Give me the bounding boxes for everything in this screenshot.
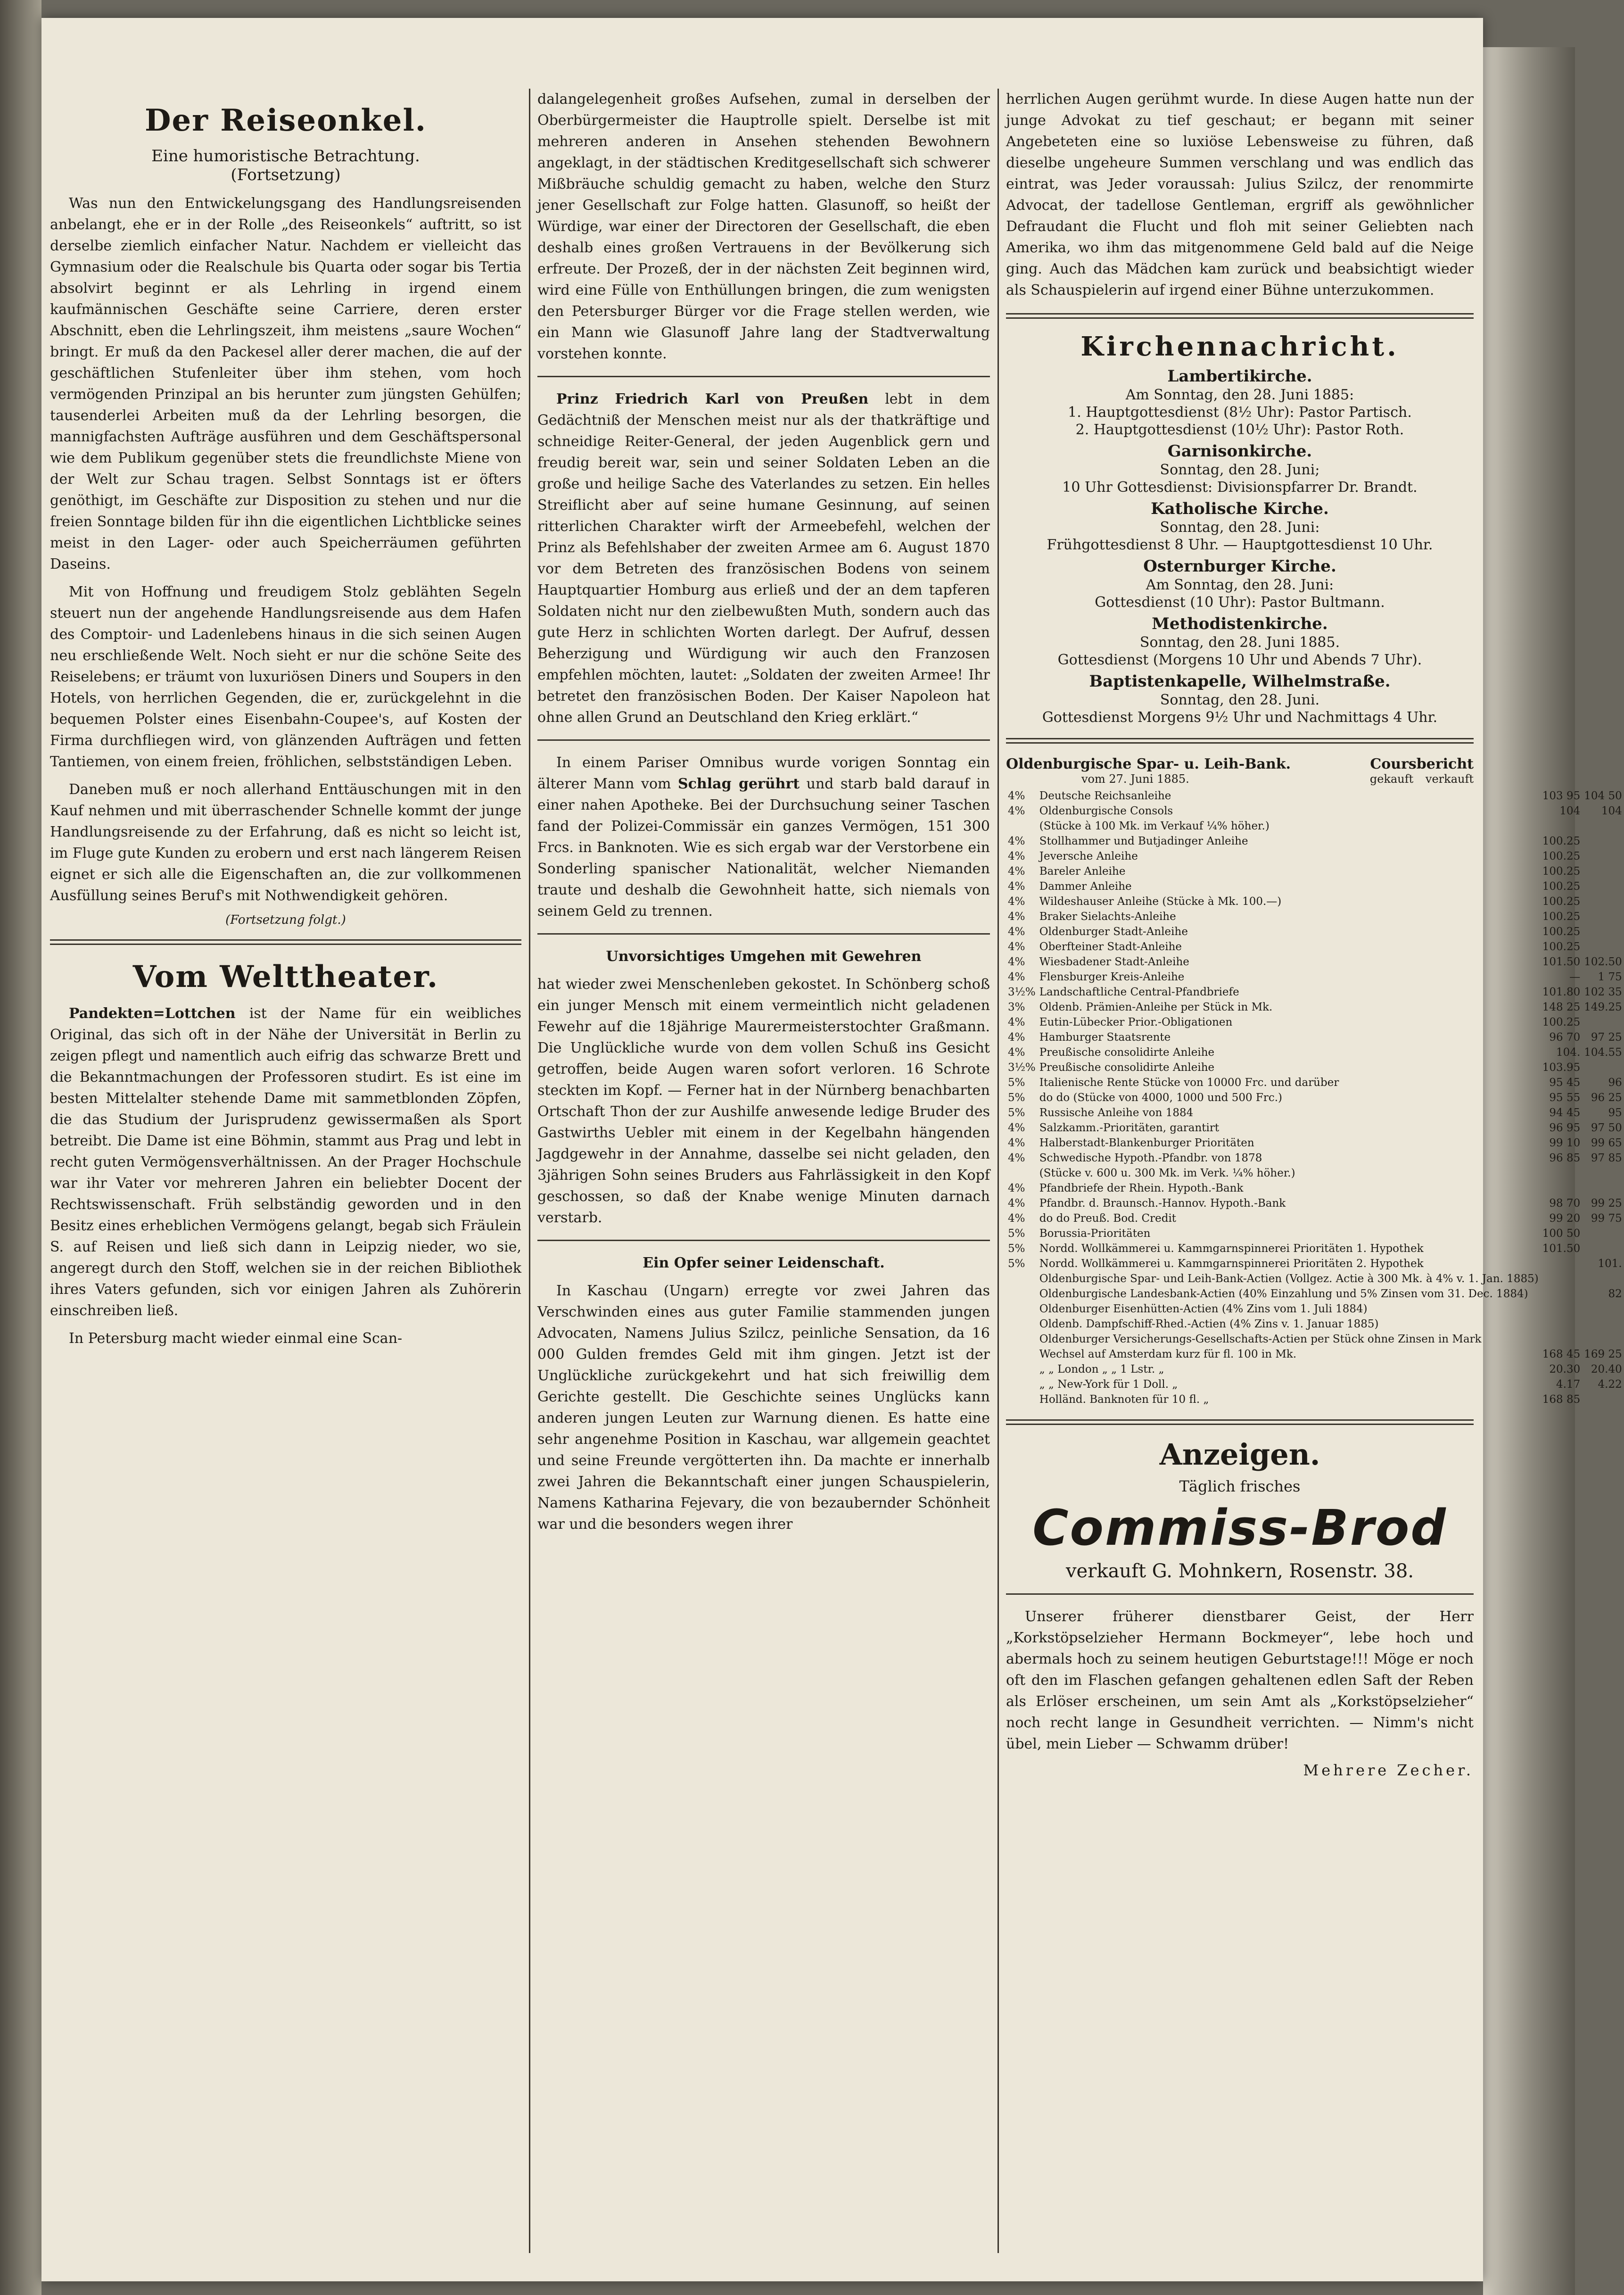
stock-name: Oldenburgische Landesbank-Actien (40% Einzahlung und 5% Zinsen vom 31. Dec. 1884) (1039, 1288, 1528, 1300)
stock-sold: 104.55 (1584, 1046, 1622, 1059)
stock-sold (1582, 1060, 1624, 1075)
ads-title: Anzeigen. (1159, 1437, 1320, 1472)
stock-rate: 4% (1008, 805, 1025, 817)
stock-row (1006, 1392, 1624, 1407)
stock-sold: 97 85 (1591, 1152, 1622, 1164)
stock-name: Nordd. Wollkämmerei u. Kammgarnspinnerei Prioritäten 1. Hypothek (1039, 1243, 1424, 1255)
stock-sold (1582, 1301, 1624, 1317)
stock-bought: 96 95 (1549, 1122, 1581, 1134)
stock-name: (Stücke à 100 Mk. im Verkauf ¼% höher.) (1039, 820, 1270, 832)
stock-sold: 104 (1601, 805, 1622, 817)
stock-bought: 103.95 (1542, 1061, 1581, 1074)
stock-name: Oberfteiner Stadt-Anleihe (1039, 941, 1182, 953)
column-rule (529, 89, 530, 2253)
stock-name: Bareler Anleihe (1039, 865, 1126, 878)
stock-rate: 4% (1008, 850, 1025, 862)
article-paragraph: dalangelegenheit großes Aufsehen, zumal in derselben der Oberbürgermeister die Hauptrolle spielt. Derselbe ist mit mehreren anderen in Ansehen stehenden Bewohnern angeklagt, in der städtischen Kreditgesellschaft sich schwerer Mißbräuche schuldig gemacht zu haben, welche den Sturz jener Gesellschaft zur Folge hatten. Glasunoff, so heißt der Würdige, war einer der Directoren der Gesellschaft, die eben deshalb eines großen Vertrauens in der Bevölkerung sich erfreute. Der Prozeß, der in der nächsten Zeit beginnen wird, wird eine Fülle von Enthüllungen bringen, die zum wenigsten den Petersburger Bürger vor die Frage stellen werden, wie ein Mann wie Glasunoff Jahre lang der Stadtverwaltung vorstehen konnte. (537, 91, 990, 362)
stock-report-title-right: Coursbericht (1370, 756, 1474, 772)
stock-bought (1541, 1332, 1582, 1347)
stock-row (1006, 1317, 1624, 1332)
stock-name: Landschaftliche Central-Pfandbriefe (1039, 986, 1239, 998)
stock-name: Nordd. Wollkämmerei u. Kammgarnspinnerei Prioritäten 2. Hypothek (1039, 1258, 1424, 1270)
stock-rate: 4% (1008, 1016, 1025, 1028)
stock-rate (1006, 1347, 1038, 1362)
stock-name: Hamburger Staatsrente (1039, 1031, 1171, 1044)
stock-rate: 5% (1008, 1077, 1025, 1089)
stock-row (1006, 1090, 1624, 1105)
stock-sold (1582, 1181, 1624, 1196)
to-be-continued: (Fortsetzung folgt.) (225, 913, 346, 927)
stock-row (1006, 1301, 1624, 1317)
article-divider (537, 933, 990, 935)
stock-bought: 100.25 (1542, 880, 1581, 893)
section-divider (1006, 313, 1474, 319)
col-head-sold: verkauft (1425, 772, 1474, 786)
stock-sold (1582, 909, 1624, 924)
stock-name: Borussia-Prioritäten (1039, 1227, 1151, 1240)
stock-rate (1006, 819, 1038, 834)
stock-bought: 94 45 (1549, 1107, 1581, 1119)
ad-divider (1006, 1593, 1474, 1595)
stock-sold: 99 65 (1591, 1137, 1622, 1149)
stock-sold (1582, 1241, 1624, 1256)
stock-row (1006, 1015, 1624, 1030)
stock-name: „ „ New-York für 1 Doll. „ (1039, 1378, 1178, 1391)
stock-row (1006, 1362, 1624, 1377)
stock-name: Jeversche Anleihe (1039, 850, 1138, 862)
stock-name: Wildeshauser Anleihe (Stücke à Mk. 100.—) (1039, 895, 1282, 908)
stock-name: „ „ London „ „ 1 Lstr. „ (1039, 1363, 1164, 1375)
stock-bought: 100 50 (1542, 1227, 1581, 1240)
stock-sold: 101. (1598, 1258, 1622, 1270)
stock-name: Schwedische Hypoth.-Pfandbr. von 1878 (1039, 1152, 1262, 1164)
book-binding (0, 0, 41, 2295)
stock-rate: 5% (1008, 1107, 1025, 1119)
stock-rate: 4% (1008, 1212, 1025, 1225)
stock-row (1006, 788, 1624, 804)
stock-row (1006, 834, 1624, 849)
stock-row (1006, 1166, 1624, 1181)
stock-row (1006, 1211, 1624, 1226)
stock-bought (1541, 1181, 1582, 1196)
stock-sold (1582, 1317, 1624, 1332)
stock-name: Wechsel auf Amsterdam kurz für fl. 100 in Mk. (1039, 1348, 1297, 1360)
stock-bought: 20.30 (1549, 1363, 1581, 1375)
stock-row (1006, 1347, 1624, 1362)
stock-row (1006, 1181, 1624, 1196)
article-paragraph: In Kaschau (Ungarn) erregte vor zwei Jahren das Verschwinden eines aus guter Familie stammenden jungen Advocaten, Namens Julius Szilcz, peinliche Sensation, da 16 000 Gulden fremdes Geld mit ihm gingen. Jetzt ist der Unglückliche zurückgekehrt und hat sich freiwillig dem Gerichte gestellt. Die Geschichte seines Unglücks kann anderen jungen Leuten zur Warnung dienen. Es hatte eine sehr angenehme Position in Kaschau, war allgemein geachtet und seine Freunde vergötterten ihn. Da machte er innerhalb zwei Jahren die Bekanntschaft einer jungen Schauspielerin, Namens Katharina Fejevary, die von bezaubernder Schönheit war und die besonders wegen ihrer (537, 1283, 990, 1533)
stock-rate: 4% (1008, 1182, 1025, 1194)
church-notices-title: Kirchennachricht. (1080, 331, 1399, 362)
church-name: Garnisonkirche. (1167, 442, 1312, 461)
stock-row (1006, 849, 1624, 864)
church-line: Gottesdienst (10 Uhr): Pastor Bultmann. (1095, 594, 1385, 611)
stock-sold: 102 35 (1584, 986, 1622, 998)
stock-bought: 96 85 (1549, 1152, 1581, 1164)
church-block (1006, 442, 1474, 496)
stock-report-header (1006, 756, 1474, 772)
stock-bought: 100.25 (1542, 911, 1581, 923)
stock-sold (1582, 924, 1624, 939)
church-line: Am Sonntag, den 28. Juni: (1146, 577, 1334, 593)
stock-sold: 96 (1608, 1077, 1622, 1089)
column-3 (1006, 89, 1622, 2262)
stock-row (1006, 1000, 1624, 1015)
stock-rate (1006, 1332, 1038, 1347)
stock-row (1006, 1120, 1624, 1135)
stock-name: Oldenburger Stadt-Anleihe (1039, 926, 1188, 938)
stock-rate: 4% (1008, 1137, 1025, 1149)
stock-sold: 97 25 (1591, 1031, 1622, 1044)
stock-rate: 4% (1008, 1122, 1025, 1134)
stock-bought: 101.80 (1542, 986, 1581, 998)
stock-sold: 95 (1608, 1107, 1622, 1119)
church-block (1006, 499, 1474, 553)
church-line: Gottesdienst (Morgens 10 Uhr und Abends 7 Uhr). (1057, 652, 1422, 668)
section-divider (1006, 738, 1474, 744)
stock-bought: 104 (1559, 805, 1581, 817)
stock-row (1006, 1151, 1624, 1166)
ad-line: Täglich frisches (1179, 1477, 1301, 1495)
stock-row (1006, 894, 1624, 909)
stock-name: do do Preuß. Bod. Credit (1039, 1212, 1177, 1225)
stock-row (1006, 1256, 1624, 1271)
stock-bought: 100.25 (1542, 865, 1581, 878)
stock-row (1006, 1105, 1624, 1120)
stock-rate: 4% (1008, 911, 1025, 923)
stock-rate (1006, 1286, 1038, 1301)
stock-name: Preußische consolidirte Anleihe (1039, 1061, 1215, 1074)
church-line: Sonntag, den 28. Juni; (1160, 462, 1320, 478)
stock-rate: 4% (1008, 895, 1025, 908)
stock-sold (1582, 1166, 1624, 1181)
church-name: Lambertikirche. (1167, 367, 1312, 386)
stock-row (1006, 939, 1624, 954)
stock-sold: 102.50 (1584, 956, 1622, 968)
stock-rate: 5% (1008, 1092, 1025, 1104)
church-block (1006, 367, 1474, 438)
stock-bought: 100.25 (1542, 835, 1581, 847)
stock-row (1006, 1075, 1624, 1090)
stock-row (1006, 1377, 1624, 1392)
article-divider (537, 739, 990, 741)
stock-sold: 96 25 (1591, 1092, 1622, 1104)
article-heading: Ein Opfer seiner Leidenschaft. (643, 1255, 885, 1271)
church-line: 2. Hauptgottesdienst (10½ Uhr): Pastor Roth. (1075, 422, 1404, 438)
stock-sold (1582, 894, 1624, 909)
article-paragraph (537, 752, 990, 922)
stock-rate: 3½% (1008, 986, 1036, 998)
stock-report (1006, 756, 1622, 1407)
stock-bought: 95 55 (1549, 1092, 1581, 1104)
stock-rate: 5% (1008, 1258, 1025, 1270)
stock-bought: — (1569, 971, 1581, 983)
stock-sold: 97 50 (1591, 1122, 1622, 1134)
article-text: lebt in dem Gedächtniß der Menschen meist nur als der thatkräftige und schneidige Reiter-General, der jeden Augenblick gern und freudig bereit war, sein und seiner Soldaten Leben an die große und heilige Sache des Vaterlandes zu setzen. Ein helles Streiflicht aber auf seine humane Gesinnung, auf seinen ritterlichen Charakter wirft der Armeebefehl, welchen der Prinz als Befehlshaber der zweiten Armee am 6. August 1870 vor dem Betreten des französischen Bodens von seinem Hauptquartier Homburg aus erließ und der an dem tapferen Soldaten nicht nur den zielbewußten Muth, sondern auch das gute Herz in schlichten Worten darlegt. Der Aufruf, dessen Beherzigung und Würdigung wir auch den Franzosen empfehlen möchten, lautet: „Soldaten der zweiten Armee! Ihr betretet den französischen Boden. Der Kaiser Napoleon hat ohne allen Grund an Deutschland den Krieg erklärt.“ (537, 391, 990, 726)
stock-name: Holländ. Banknoten für 10 fl. „ (1039, 1393, 1209, 1406)
church-block (1006, 614, 1474, 668)
church-name: Osternburger Kirche. (1143, 557, 1336, 576)
article-paragraph: herrlichen Augen gerühmt wurde. In diese Augen hatte nun der junge Advokat zu tief geschaut; er begann mit seiner Angebeteten eine so luxiöse Lebensweise zu führen, daß dieselbe ungeheure Summen verschlang und was endlich das eintrat, was Jeder voraussah: Julius Szilcz, der renommirte Advocat, der tadellose Gentleman, ergriff als gewöhnlicher Defraudant die Flucht und floh mit seiner Geliebten nach Amerika, wo ihm das mitgenommene Geld bald auf die Neige ging. Auch das Mädchen kam zurück und beabsichtigt wieder als Schauspielerin auf irgend einer Bühne unterzukommen. (1006, 91, 1474, 298)
stock-sold (1582, 834, 1624, 849)
ad-text: Unserer früherer dienstbarer Geist, der Herr „Korkstöpselzieher Hermann Bockmeyer“, lebe hoch und abermals hoch zu seinem heutigen Geburtstage!!! Möge er noch oft den im Flaschen gefangen gehaltenen edlen Saft der Reben als Erlöser erscheinen, um sein Amt als „Korkstöpselzieher“ noch recht lange in Gesundheit verrichten. — Nimm's nicht übel, mein Lieber — Schwamm drüber! (1006, 1608, 1474, 1752)
stock-report-title: Oldenburgische Spar- u. Leih-Bank. (1006, 756, 1291, 772)
stock-name: Stollhammer und Butjadinger Anleihe (1039, 835, 1248, 847)
stock-rate: 4% (1008, 790, 1025, 802)
stock-rate: 4% (1008, 941, 1025, 953)
stock-rate (1006, 1377, 1038, 1392)
stock-sold (1582, 1015, 1624, 1030)
stock-sold: 169 25 (1584, 1348, 1622, 1360)
stock-row (1006, 1226, 1624, 1241)
stock-bought: 100.25 (1542, 850, 1581, 862)
article-paragraph: In Petersburg macht wieder einmal eine Scan- (69, 1330, 403, 1347)
stock-sold: 4.22 (1598, 1378, 1622, 1391)
stock-row (1006, 819, 1624, 834)
stock-rate: 5% (1008, 1243, 1025, 1255)
stock-sold (1582, 1392, 1624, 1407)
stock-name: Oldenburger Eisenhütten-Actien (4% Zins vom 1. Juli 1884) (1039, 1303, 1368, 1315)
stock-bought (1541, 1317, 1582, 1332)
stock-name: Oldenb. Dampfschiff-Rhed.-Actien (4% Zins v. 1. Januar 1885) (1039, 1318, 1379, 1330)
article-heading: Unvorsichtiges Umgehen mit Gewehren (606, 948, 922, 965)
stock-bought: 100.25 (1542, 926, 1581, 938)
article-paragraph: Was nun den Entwickelungsgang des Handlungsreisenden anbelangt, ehe er in der Rolle „des Reiseonkels“ auftritt, so ist derselbe ziemlich einfacher Natur. Nachdem er vielleicht das Gymnasium oder die Realschule bis Quarta oder sogar bis Tertia absolvirt beginnt er als Lehrling in irgend einem kaufmännischen Geschäfte seine Carriere, deren erster Abschnitt, eben die Lehrlingszeit, ihm meistens „saure Wochen“ bringt. Er muß da den Packesel aller derer machen, die auf der geschäftlichen Stufenleiter über ihm stehen, vom hoch vermögenden Prinzipal an bis herunter zum jüngsten Gehülfen; tausenderlei Arbeiten muß da der Lehrling besorgen, die mannigfachsten Aufträge ausführen und dem Geschäftspersonal wie dem Publikum gegenüber stets die freundlichste Miene von der Welt zur Schau tragen. Selbst Sonntags ist er öfters genöthigt, im Geschäfte zur Disposition zu stehen und nur die freien Sonntage bilden für ihn die eigentlichen Lichtblicke seines meist in den Lager- oder auch Speicherräumen geführten Daseins. (50, 195, 521, 572)
stock-rate: 3% (1008, 1001, 1025, 1013)
church-line: Sonntag, den 28. Juni. (1160, 692, 1320, 708)
stock-rate: 4% (1008, 1152, 1025, 1164)
stock-row (1006, 1060, 1624, 1075)
stock-bought: 99 20 (1549, 1212, 1581, 1225)
article-paragraph: hat wieder zwei Menschenleben gekostet. In Schönberg schoß ein junger Mensch mit einem vermeintlich nicht geladenen Fewehr auf die 18jährige Maurermeisterstochter Graßmann. Die Unglückliche wurde von dem vollen Schuß ins Gesicht getroffen, beide Augen waren sofort verloren. 16 Schrote steckten im Kopf. — Ferner hat in der Nürnberg benachbarten Ortschaft Thon der zur Aushilfe anwesende ledige Bruder des Gastwirths Uebler mit einem in der Kegelbahn hängenden Jagdgewehr in der Annahme, dasselbe sei nicht geladen, den 3jährigen Sohn seines Bruders aus Fahrlässigkeit in den Kopf geschossen, so daß der Knabe wenige Minuten darnach verstarb. (537, 976, 990, 1226)
section-divider (50, 939, 521, 945)
stock-name: Flensburger Kreis-Anleihe (1039, 971, 1185, 983)
stock-sold: 82 (1608, 1288, 1622, 1300)
church-line: Am Sonntag, den 28. Juni 1885: (1125, 387, 1354, 403)
church-name: Baptistenkapelle, Wilhelmstraße. (1089, 672, 1391, 691)
stock-rate (1006, 1271, 1038, 1286)
stock-name: Eutin-Lübecker Prior.-Obligationen (1039, 1016, 1233, 1028)
stock-rate: 4% (1008, 971, 1025, 983)
stock-bought: 168 45 (1542, 1348, 1581, 1360)
column-rule (997, 89, 999, 2253)
stock-bought: 96 70 (1549, 1031, 1581, 1044)
stock-report-columns (1370, 772, 1474, 786)
stock-row (1006, 1332, 1624, 1347)
stock-report-subheader (1006, 772, 1474, 786)
stock-rate: 3½% (1008, 1061, 1036, 1074)
article-paragraph: Mit von Hoffnung und freudigem Stolz geblähten Segeln steuert nun der angehende Handlungsreisende aus dem Hafen des Comptoir- und Ladenlebens hinaus in die sich seinen Augen neu erschließende Welt. Noch sieht er nur die schöne Seite des Reiselebens; er träumt von luxuriösen Diners und Soupers in den Hotels, von herrlichen Gegenden, die er, zurückgelehnt in die bequemen Polster eines Eisenbahn-Coupee's, auf Kosten der Firma durchfliegen wird, von glänzenden Aufträgen und fetten Tantiemen, von einem freien, fröhlichen, selbstständigen Leben. (50, 584, 521, 770)
stock-sold: 1 75 (1598, 971, 1622, 983)
church-line: 10 Uhr Gottesdienst: Divisionspfarrer Dr. Brandt. (1062, 479, 1418, 496)
stock-name: Oldenb. Prämien-Anleihe per Stück in Mk. (1039, 1001, 1273, 1013)
stock-bought: 95 45 (1549, 1077, 1581, 1089)
stock-row (1006, 864, 1624, 879)
stock-bought: 99 10 (1549, 1137, 1581, 1149)
stock-bought: 100.25 (1542, 1016, 1581, 1028)
stock-name: Deutsche Reichsanleihe (1039, 790, 1171, 802)
church-line: 1. Hauptgottesdienst (8½ Uhr): Pastor Partisch. (1068, 404, 1412, 421)
stock-bought: 98 70 (1549, 1197, 1581, 1210)
stock-name: Oldenburgische Consols (1039, 805, 1173, 817)
section-divider (1006, 1419, 1474, 1425)
article-paragraph (537, 389, 990, 728)
stock-name: Pfandbriefe der Rhein. Hypoth.-Bank (1039, 1182, 1244, 1194)
stock-sold (1582, 1226, 1624, 1241)
stock-row (1006, 1241, 1624, 1256)
article-lead: Pandekten=Lottchen (69, 1005, 236, 1022)
stock-sold (1582, 1271, 1624, 1286)
stock-sold: 20.40 (1591, 1363, 1622, 1375)
stock-row (1006, 1271, 1624, 1286)
stock-rate: 4% (1008, 880, 1025, 893)
stock-bought: 100.25 (1542, 895, 1581, 908)
stock-name: do do (Stücke von 4000, 1000 und 500 Frc.) (1039, 1092, 1283, 1104)
stock-name: Braker Sielachts-Anleihe (1039, 911, 1176, 923)
church-line: Sonntag, den 28. Juni: (1160, 519, 1320, 536)
stock-name: Pfandbr. d. Braunsch.-Hannov. Hypoth.-Bank (1039, 1197, 1286, 1210)
stock-rate: 4% (1008, 1197, 1025, 1210)
stock-name: Oldenburgische Spar- und Leih-Bank-Actien (Vollgez. Actie à 300 Mk. à 4% v. 1. Jan. 1885) (1039, 1273, 1539, 1285)
church-notices (1006, 331, 1474, 726)
church-line: Gottesdienst Morgens 9½ Uhr und Nachmittags 4 Uhr. (1042, 709, 1438, 726)
advertisements (1006, 1437, 1474, 1779)
ad-signature: Mehrere Zecher. (1303, 1761, 1474, 1779)
article-divider (537, 376, 990, 377)
article-paragraph (50, 1003, 521, 1321)
church-name: Katholische Kirche. (1151, 499, 1329, 518)
stock-bought: 101.50 (1542, 956, 1581, 968)
stock-name: Salzkamm.-Prioritäten, garantirt (1039, 1122, 1220, 1134)
stock-rate (1006, 1317, 1038, 1332)
stock-sold (1582, 864, 1624, 879)
article-lead: Schlag gerührt (677, 776, 800, 792)
stock-rate (1006, 1362, 1038, 1377)
church-name: Methodistenkirche. (1152, 614, 1328, 633)
newspaper-page (41, 18, 1622, 2281)
column-1 (50, 89, 521, 2262)
article-text: In einem Pariser Omnibus wurde vorigen Sonntag ein älterer Mann vom (537, 754, 990, 792)
stock-row (1006, 1135, 1624, 1151)
stock-sold: 99 75 (1591, 1212, 1622, 1225)
stock-table (1006, 788, 1624, 1407)
article-text: ist der Name für ein weibliches Original, das sich oft in der Nähe der Universität in Berlin zu zeigen pflegt und namentlich auch eifrig das schwarze Brett und die Bekanntmachungen der Professoren studirt. Es ist eine im besten Mittelalter stehende Dame mit sammetblonden Zöpfen, die das Studium der Jurisprudenz gewissermaßen als Sport betreibt. Die Dame ist eine Böhmin, stammt aus Prag und lebt in recht guten Vermögensverhältnissen. An der Prager Hochschule war ihr Vater vor mehreren Jahren ein beliebter Docent der Rechtswissenschaft. Früh selbständig geworden und in den Besitz eines erheblichen Vermögens gelangt, begab sich Fräulein S. auf Reisen und ließ sich dann in Leipzig nieder, wo sie, angeregt durch den Stoff, welchen sie in der reichen Bibliothek ihres Vaters gefunden, sich vor einigen Jahren als Zuhörerin einschreiben ließ. (50, 1005, 521, 1319)
article-continuation-note: (Fortsetzung) (231, 166, 341, 184)
stock-rate: 4% (1008, 926, 1025, 938)
ad-product-name: Commiss-Brod (1032, 1499, 1447, 1557)
stock-bought: 4.17 (1556, 1378, 1581, 1391)
stock-bought: 101.50 (1542, 1243, 1581, 1255)
stock-row (1006, 1045, 1624, 1060)
stock-bought: 168 85 (1542, 1393, 1581, 1406)
stock-bought (1541, 1301, 1582, 1317)
article-paragraph: Daneben muß er noch allerhand Enttäuschungen mit in den Kauf nehmen und mit überraschender Schnelle kommt der junge Handlungsreisende zu der Erfahrung, daß es nicht so leicht ist, im Fluge gute Kunden zu erobern und erst nach längerem Reisen eignet er sich alle die Eigenschaften an, die zur vollkommenen Ausfüllung seines Beruf's mit Nothwendigkeit gehören. (50, 781, 521, 904)
stock-rate (1006, 1392, 1038, 1407)
stock-name: Preußische consolidirte Anleihe (1039, 1046, 1215, 1059)
section-title-welttheater: Vom Welttheater. (132, 959, 439, 994)
col-head-bought: gekauft (1369, 772, 1414, 786)
article-text: und starb bald darauf in einer nahen Apotheke. Bei der Durchsuchung seiner Taschen fand der Polizei-Commissär ein ganzes Vermögen, 151 300 Frcs. in Banknoten. Wie es sich ergab war der Verstorbene ein Sonderling spanischer Nationalität, welcher Niemanden traute und deshalb die Gewohnheit hatte, sich niemals von seinem Geld zu trennen. (537, 776, 990, 920)
stock-rate: 4% (1008, 1031, 1025, 1044)
stock-sold (1582, 1332, 1624, 1347)
stock-row (1006, 954, 1624, 969)
stock-bought: 148 25 (1542, 1001, 1581, 1013)
church-block (1006, 672, 1474, 726)
article-divider (537, 1240, 990, 1241)
article-subtitle: Eine humoristische Betrachtung. (151, 147, 420, 166)
stock-bought: 104. (1556, 1046, 1581, 1059)
stock-name: (Stücke v. 600 u. 300 Mk. im Verk. ¼% höher.) (1039, 1167, 1295, 1179)
stock-name: Italienische Rente Stücke von 10000 Frc. und darüber (1039, 1077, 1339, 1089)
article-lead: Prinz Friedrich Karl von Preußen (556, 391, 869, 407)
stock-row (1006, 924, 1624, 939)
stock-rate (1006, 1301, 1038, 1317)
stock-row (1006, 879, 1624, 894)
stock-sold (1582, 939, 1624, 954)
stock-row (1006, 804, 1624, 819)
stock-row (1006, 909, 1624, 924)
stock-bought (1541, 1286, 1582, 1301)
stock-bought (1541, 819, 1582, 834)
stock-sold: 149.25 (1584, 1001, 1622, 1013)
stock-report-date: vom 27. Juni 1885. (1081, 772, 1189, 786)
stock-sold: 99 25 (1591, 1197, 1622, 1210)
stock-bought (1541, 1271, 1582, 1286)
stock-rate: 4% (1008, 956, 1025, 968)
column-2 (537, 89, 990, 2262)
stock-rate: 5% (1008, 1227, 1025, 1240)
article-title-reiseonkel: Der Reiseonkel. (144, 103, 427, 138)
stock-rate: 4% (1008, 835, 1025, 847)
stock-rate (1006, 1166, 1038, 1181)
stock-bought (1541, 1256, 1582, 1271)
stock-sold (1582, 879, 1624, 894)
stock-name: Wiesbadener Stadt-Anleihe (1039, 956, 1189, 968)
stock-row (1006, 1286, 1624, 1301)
stock-bought (1541, 1166, 1582, 1181)
ad-seller: verkauft G. Mohnkern, Rosenstr. 38. (1065, 1560, 1414, 1582)
stock-bought: 100.25 (1542, 941, 1581, 953)
stock-table-body (1006, 788, 1624, 1407)
stock-name: Russische Anleihe von 1884 (1039, 1107, 1194, 1119)
stock-bought: 103 95 (1542, 790, 1581, 802)
stock-sold (1582, 819, 1624, 834)
stock-row (1006, 1030, 1624, 1045)
church-block (1006, 557, 1474, 611)
stock-name: Halberstadt-Blankenburger Prioritäten (1039, 1137, 1254, 1149)
stock-rate: 4% (1008, 865, 1025, 878)
stock-sold (1582, 849, 1624, 864)
stock-row (1006, 1196, 1624, 1211)
church-line: Sonntag, den 28. Juni 1885. (1139, 634, 1340, 651)
stock-row (1006, 969, 1624, 985)
stock-rate: 4% (1008, 1046, 1025, 1059)
stock-sold: 104 50 (1584, 790, 1622, 802)
stock-row (1006, 985, 1624, 1000)
stock-name: Oldenburger Versicherungs-Gesellschafts-Actien per Stück ohne Zinsen in Mark (1039, 1333, 1482, 1345)
stock-name: Dammer Anleihe (1039, 880, 1132, 893)
church-line: Frühgottesdienst 8 Uhr. — Hauptgottesdienst 10 Uhr. (1047, 537, 1433, 553)
